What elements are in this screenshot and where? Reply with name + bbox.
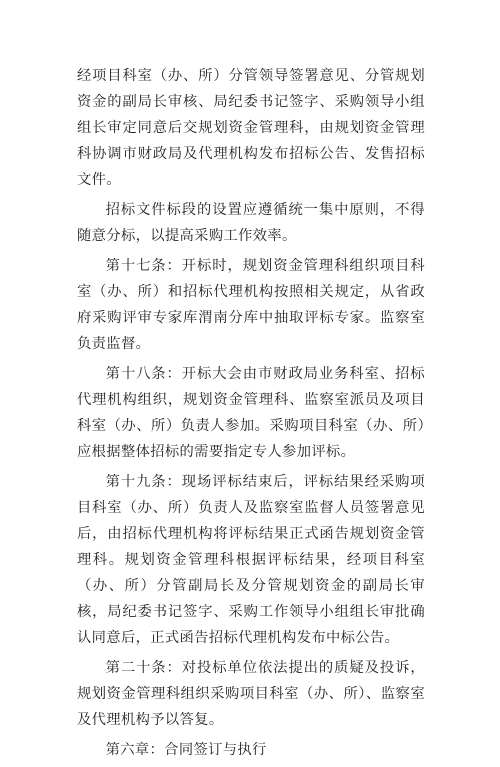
paragraph-article-17: 第十七条：开标时，规划资金管理科组织项目科室（办、所）和招标代理机构按照相关规定，从省政府采购评审专家库渭南分库中抽取评标专家。监察室负责监督。: [77, 258, 425, 352]
document-body: [77, 63, 425, 767]
paragraph-continuation: 经项目科室（办、所）分管领导签署意见、分管规划资金的副局长审核、局纪委书记签字、采购领导小组组长审定同意后交规划资金管理科，由规划资金管理科协调市财政局及代理机构发布招标公告、发售招标文件。: [77, 68, 425, 188]
paragraph-article-20: 第二十条：对投标单位依法提出的质疑及投诉，规划资金管理科组织采购项目科室（办、所）、监察室及代理机构予以答复。: [77, 660, 425, 728]
paragraph-tender-sections: 招标文件标段的设置应遵循统一集中原则，不得随意分标，以提高采购工作效率。: [77, 202, 425, 244]
chapter-6-heading: 第六章：合同签订与执行: [105, 742, 267, 758]
paragraph-article-19: 第十九条：现场评标结束后，评标结果经采购项目科室（办、所）负责人及监察室监督人员签署意见后，由招标代理机构将评标结果正式函告规划资金管理科。规划资金管理科根据评标结果，经项目科室（办、所）分管副局长及分管规划资金的副局长审核，局纪委书记签字、采购工作领导小组组长审批确认同意后，正式函告招标代理机构发布中标公告。: [77, 474, 425, 646]
paragraph-article-18: 第十八条：开标大会由市财政局业务科室、招标代理机构组织，规划资金管理科、监察室派员及项目科室（办、所）负责人参加。采购项目科室（办、所）应根据整体招标的需要指定专人参加评标。: [77, 366, 425, 460]
